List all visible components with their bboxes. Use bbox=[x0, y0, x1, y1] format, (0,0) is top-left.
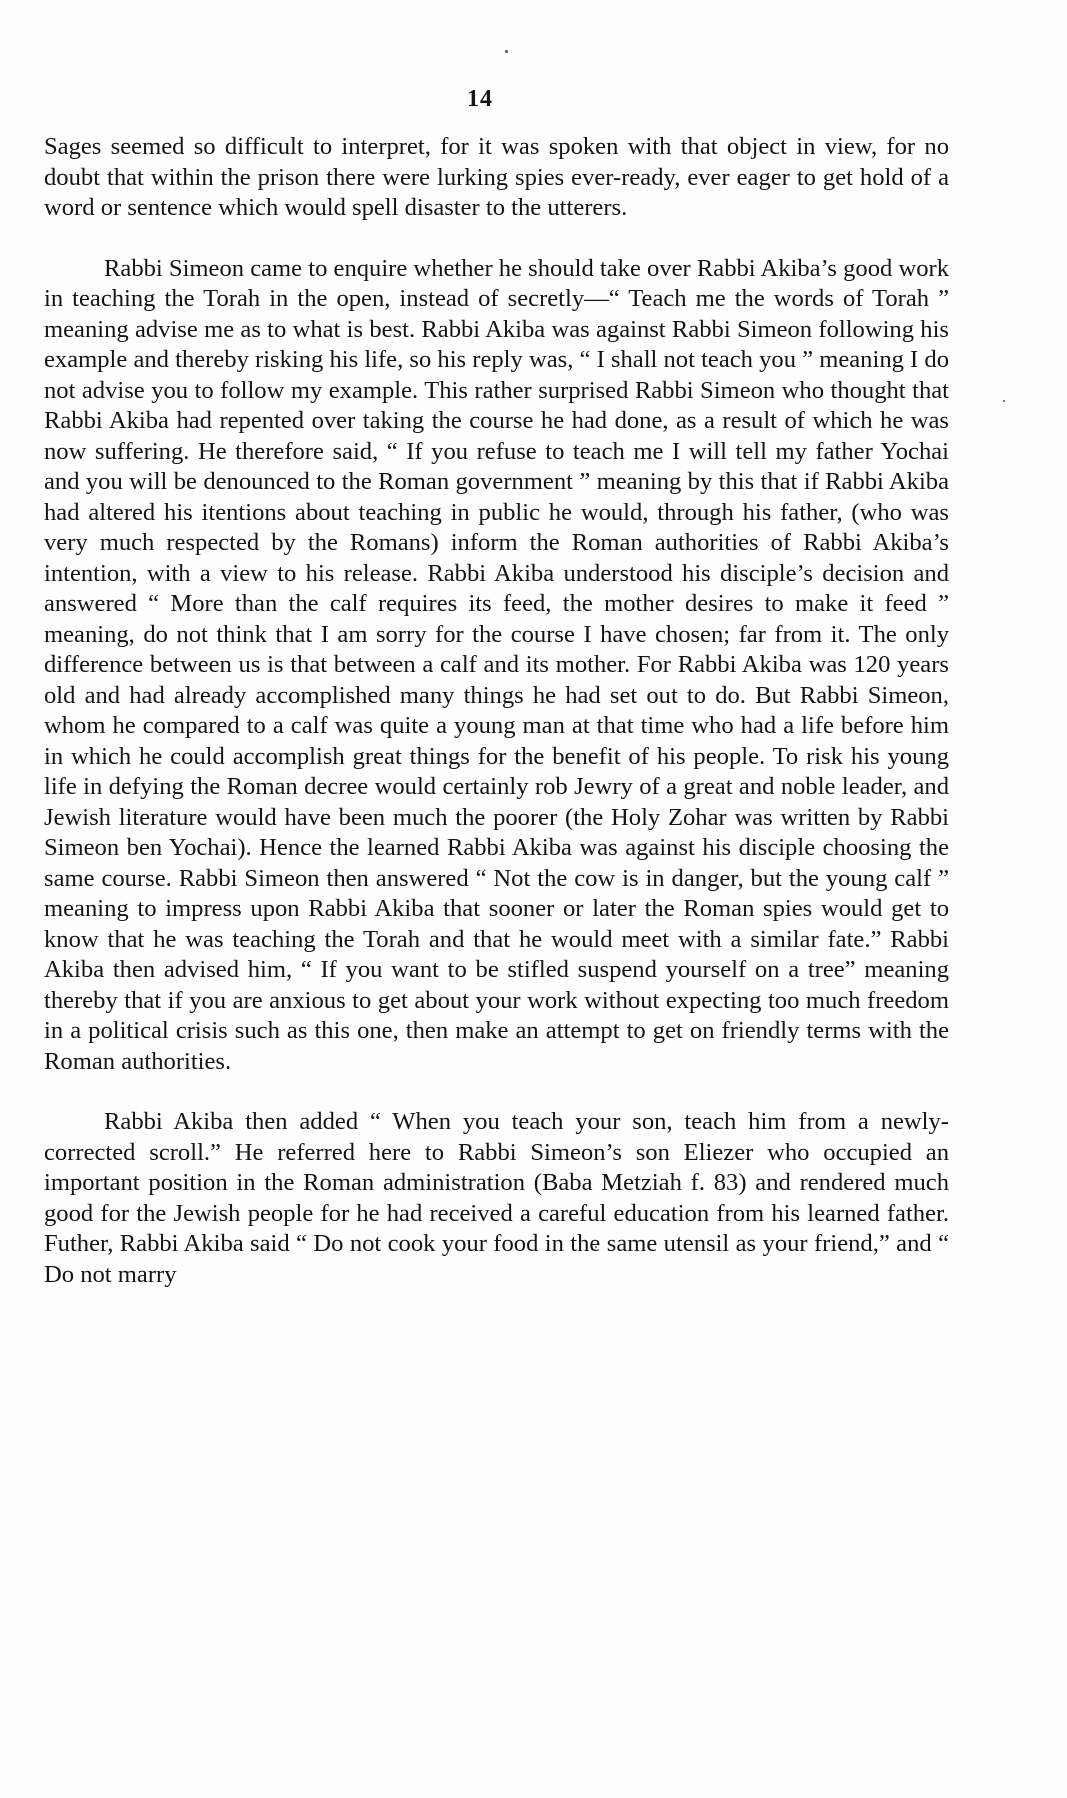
page-number: 14 bbox=[467, 86, 493, 112]
paragraph-2: Rabbi Simeon came to enquire whether he should take over Rabbi Akiba’s good work in teaching the Torah in the open, instead of secretly—“ Teach me the words of Torah ” meaning advise me as to what is best. Rabbi Akiba was against Rabbi Simeon following his example and thereby risking his life, so his reply was, “ I shall not teach you ” meaning I do not advise you to follow my example. This rather surprised Rabbi Simeon who thought that Rabbi Akiba had repented over taking the course he had done, as a result of which he was now suffering. He therefore said, “ If you refuse to teach me I will tell my father Yochai and you will be denounced to the Roman government ” meaning by this that if Rabbi Akiba had altered his itentions about teaching in public he would, through his father, (who was very much respected by the Romans) inform the Roman authorities of Rabbi Akiba’s intention, with a view to his release. Rabbi Akiba understood his disciple’s decision and answered “ More than the calf requires its feed, the mother desires to make it feed ” meaning, do not think that I am sorry for the course I have chosen; far from it. The only difference between us is that between a calf and its mother. For Rabbi Akiba was 120 years old and had already accomplished many things he had set out to do. But Rabbi Simeon, whom he compared to a calf was quite a young man at that time who had a life before him in which he could accomplish great things for the benefit of his people. To risk his young life in defying the Roman decree would certainly rob Jewry of a great and noble leader, and Jewish literature would have been much the poorer (the Holy Zohar was written by Rabbi Simeon ben Yochai). Hence the learned Rabbi Akiba was against his disciple choosing the same course. Rabbi Simeon then answered “ Not the cow is in danger, but the young calf ” meaning to impress upon Rabbi Akiba that sooner or later the Roman spies would get to know that he was teaching the Torah and that he would meet with a similar fate.” Rabbi Akiba then advised him, “ If you want to be stifled suspend yourself on a tree” meaning thereby that if you are anxious to get about your work without expecting too much freedom in a political crisis such as this one, then make an attempt to get on friendly terms with the Roman authorities. bbox=[44, 254, 949, 1075]
print-speck bbox=[505, 50, 508, 53]
paragraph-1: Sages seemed so difficult to interpret, for it was spoken with that object in view, for no doubt that within the prison there were lurking spies ever-ready, ever eager to get hold of a word or sentence which would spell disaster to the utterers. bbox=[44, 133, 949, 221]
paragraph-3: Rabbi Akiba then added “ When you teach your son, teach him from a newly-corrected scroll.” He referred here to Rabbi Simeon’s son Eliezer who occupied an important position in the Roman administration (Baba Metziah f. 83) and rendered much good for the Jewish people for he had received a careful education from his learned father. Futher, Rabbi Akiba said “ Do not cook your food in the same utensil as your friend,” and “ Do not marry bbox=[44, 1108, 949, 1288]
body-text bbox=[44, 132, 949, 1290]
print-speck bbox=[1003, 400, 1005, 402]
